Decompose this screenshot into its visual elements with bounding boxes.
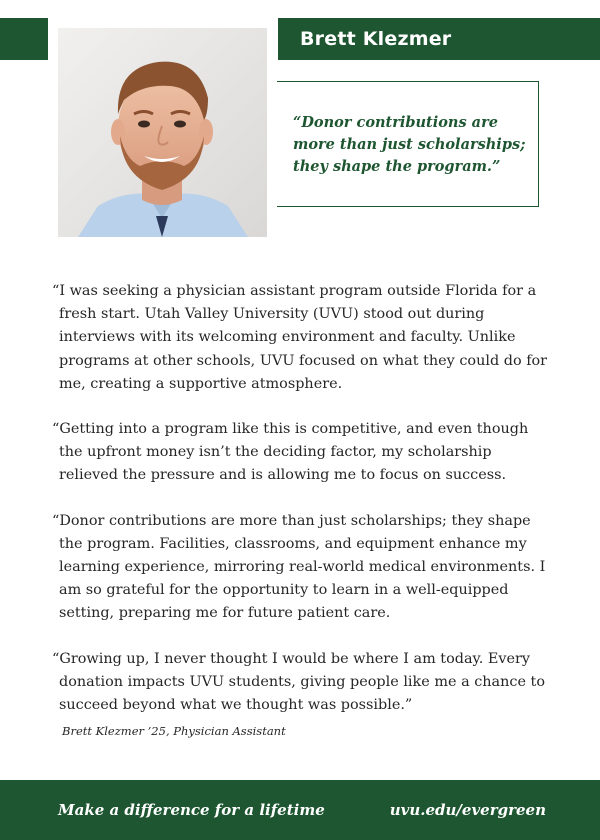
footer-tagline: Make a difference for a lifetime [58, 801, 325, 819]
testimonial-paragraph: “Growing up, I never thought I would be where I am today. Every donation impacts UVU students, giving people like me a chance to succeed beyond what we thought was possible.” [52, 650, 546, 714]
footer-url[interactable]: uvu.edu/evergreen [389, 801, 546, 819]
testimonial-body [52, 280, 552, 739]
testimonial-paragraph: “I was seeking a physician assistant program outside Florida for a fresh start. Utah Valley University (UVU) stood out during interviews with its welcoming environment and faculty. Unlike programs at other schools, UVU focused on what they could do for me, creating a supportive atmosphere. [52, 283, 548, 392]
portrait-photo [58, 28, 267, 237]
student-name: Brett Klezmer [300, 28, 452, 50]
testimonial-paragraph: “Getting into a program like this is competitive, and even though the upfront money isn’t the deciding factor, my scholarship relieved the pressure and is allowing me to focus on success. [52, 421, 529, 484]
photo-frame [48, 18, 278, 248]
attribution: Brett Klezmer ’25, Physician Assistant [62, 724, 286, 738]
pull-quote-box [277, 81, 539, 207]
testimonial-paragraph: “Donor contributions are more than just scholarships; they shape the program. Facilities, classrooms, and equipment enhance my learning experience, mirroring real-world medical environments. I am so grateful for the opportunity to learn in a well-equipped setting, preparing me for future patient care. [52, 512, 546, 622]
pull-quote: “Donor contributions are more than just scholarships; they shape the program.” [293, 114, 526, 175]
footer-bar [0, 780, 600, 840]
